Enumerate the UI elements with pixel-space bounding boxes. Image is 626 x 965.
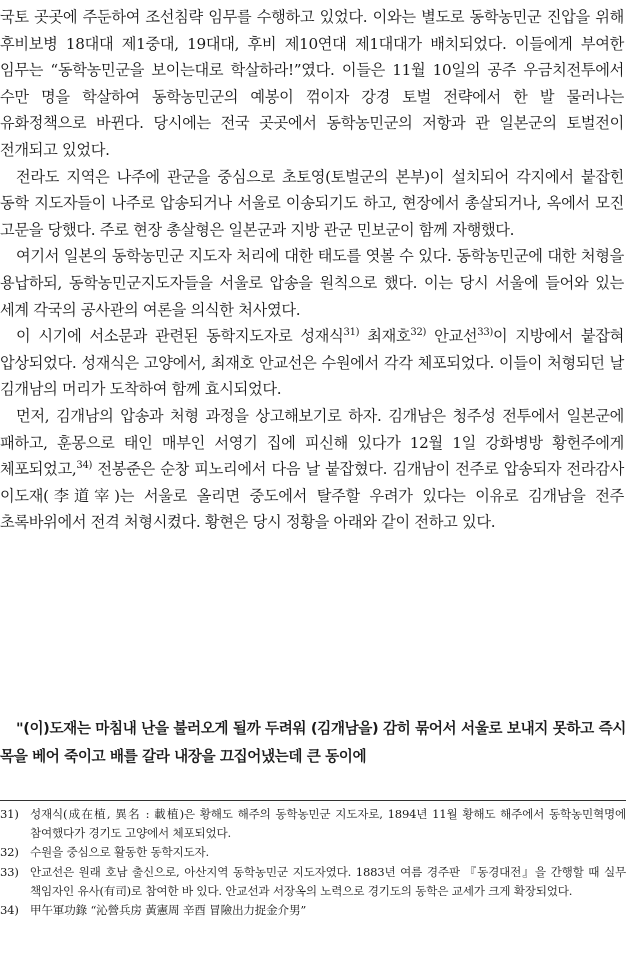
paragraph-text: 안교선	[426, 327, 478, 346]
paragraph-text: 여기서 일본의 동학농민군 지도자 처리에 대한 태도를 엿볼 수 있다. 동학농민군에 대한 처형을 용납하되, 동학농민군지도자들을 서울로 압송을 원칙으로 했다. 이는 당시 서울에 들어와 있는 세계 각국의 공사관의 여론을 의식한 처사였다.	[0, 247, 624, 319]
quotation-paragraph: "(이)도재는 마침내 난을 불러오게 될까 두려워 (김개남을) 감히 묶어서 서울로 보내지 못하고 즉시 목을 베어 죽이고 배를 갈라 내장을 끄집어냈는데 큰 동이에	[0, 720, 626, 765]
footnote-marker[interactable]: 34)	[76, 460, 93, 472]
body-paragraph-p2	[0, 164, 626, 244]
footnote-number: 32)	[0, 845, 19, 860]
paragraph-text: 국토 곳곳에 주둔하여 조선침략 임무를 수행하고 있었다. 이와는 별도로 동학농민군 진압을 위해 후비보병 18대대 제1중대, 19대대, 후비 제10연대 제1대대가 배치되었다. 이들에게 부여한 임무는 “동학농민군을 보이는대로 학살하라!”였다. 이들은 11월 10일의 공주 우금치전투에서 수만 명을 학살하여 동학농민군의 예봉이 꺾이자 강경 토벌 전략에서 한 발 물러나는 유화정책으로 바뀐다. 당시에는 전국 곳곳에서 동학농민군의 저항과 관 일본군의 토벌전이 전개되고 있었다.	[0, 8, 624, 159]
footnote-text: 수원을 중심으로 활동한 동학지도자.	[30, 845, 209, 860]
paragraph-text: 먼저, 김개남의 압송과 처형 과정을 상고해보기로 하자. 김개남은 청주성 전투에서 일본군에 패하고, 훈몽으로 태인 매부인 서영기 집에 피신해 있다가 12월 1일 강화병방 황헌주에게 체포되었고,	[0, 406, 624, 479]
body-paragraph-p4	[0, 323, 626, 403]
footnote-number: 31)	[0, 807, 19, 821]
footnote-number: 34)	[0, 903, 19, 918]
body-text	[0, 4, 626, 536]
paragraph-text: 이 지방에서 붙잡혀 압상되었다. 성재식은 고양에서, 최재호 안교선은 수원에서 각각 체포되었다. 이들이 처형되던 날 김개남의 머리가 도착하여 함께 효시되었다.	[0, 327, 625, 399]
paragraph-text: 이 시기에 서소문과 관련된 동학지도자로 성재식	[16, 327, 344, 346]
paragraph-text: 전라도 지역은 나주에 관군을 중심으로 초토영(토벌군의 본부)이 설치되어 각지에서 붙잡힌 동학 지도자들이 나주로 압송되거나 서울로 이송되기도 하고, 현장에서 총살되거나, 옥에서 모진 고문을 당했다. 주로 현장 총살형은 일본군과 지방 관군 민보군이 함께 자행했다.	[0, 167, 624, 239]
footnote-marker[interactable]: 32)	[410, 327, 427, 339]
paragraph-text: 최재호	[359, 327, 411, 346]
footnote-number: 33)	[0, 864, 19, 879]
footnote-item	[0, 901, 626, 920]
footnote-marker[interactable]: 33)	[477, 327, 493, 339]
paragraph-text: 전봉준은 순창 피노리에서 다음 날 붙잡혔다. 김개남이 전주로 압송되자 전라감사 이도재(李道宰)는 서울로 올리면 중도에서 탈주할 우려가 있다는 이유로 김개남을 전주 초록바위에서 전격 처형시켰다. 황현은 당시 정황을 아래와 같이 전하고 있다.	[0, 460, 624, 532]
body-paragraph-p1	[0, 4, 626, 164]
footnote-item	[0, 805, 626, 843]
footnote-divider	[0, 800, 626, 801]
footnotes	[0, 805, 626, 920]
footnote-item	[0, 843, 626, 862]
footnote-marker[interactable]: 31)	[343, 327, 360, 339]
body-paragraph-p5	[0, 403, 626, 536]
footnote-text: 안교선은 원래 호남 출신으로, 아산지역 동학농민군 지도자였다. 1883년 여름 경주판 『동경대전』을 간행할 때 실무 책임자인 유사(有司)로 참여한 바 있다. 안교선과 서장옥의 노력으로 경기도의 동학은 교세가 크게 확장되었다.	[30, 864, 626, 898]
footnote-text: 성재식(成在植, 異名 : 載植)은 황해도 해주의 동학농민군 지도자로, 1894년 11월 황해도 해주에서 동학농민혁명에 참여했다가 경기도 고양에서 체포되었다.	[30, 807, 626, 841]
footnote-text: 甲午軍功錄 “沁營兵房 黃憲周 辛酉 冒險出力捉金介男”	[30, 903, 307, 918]
footnote-item	[0, 863, 626, 901]
body-paragraph-p3	[0, 243, 626, 323]
